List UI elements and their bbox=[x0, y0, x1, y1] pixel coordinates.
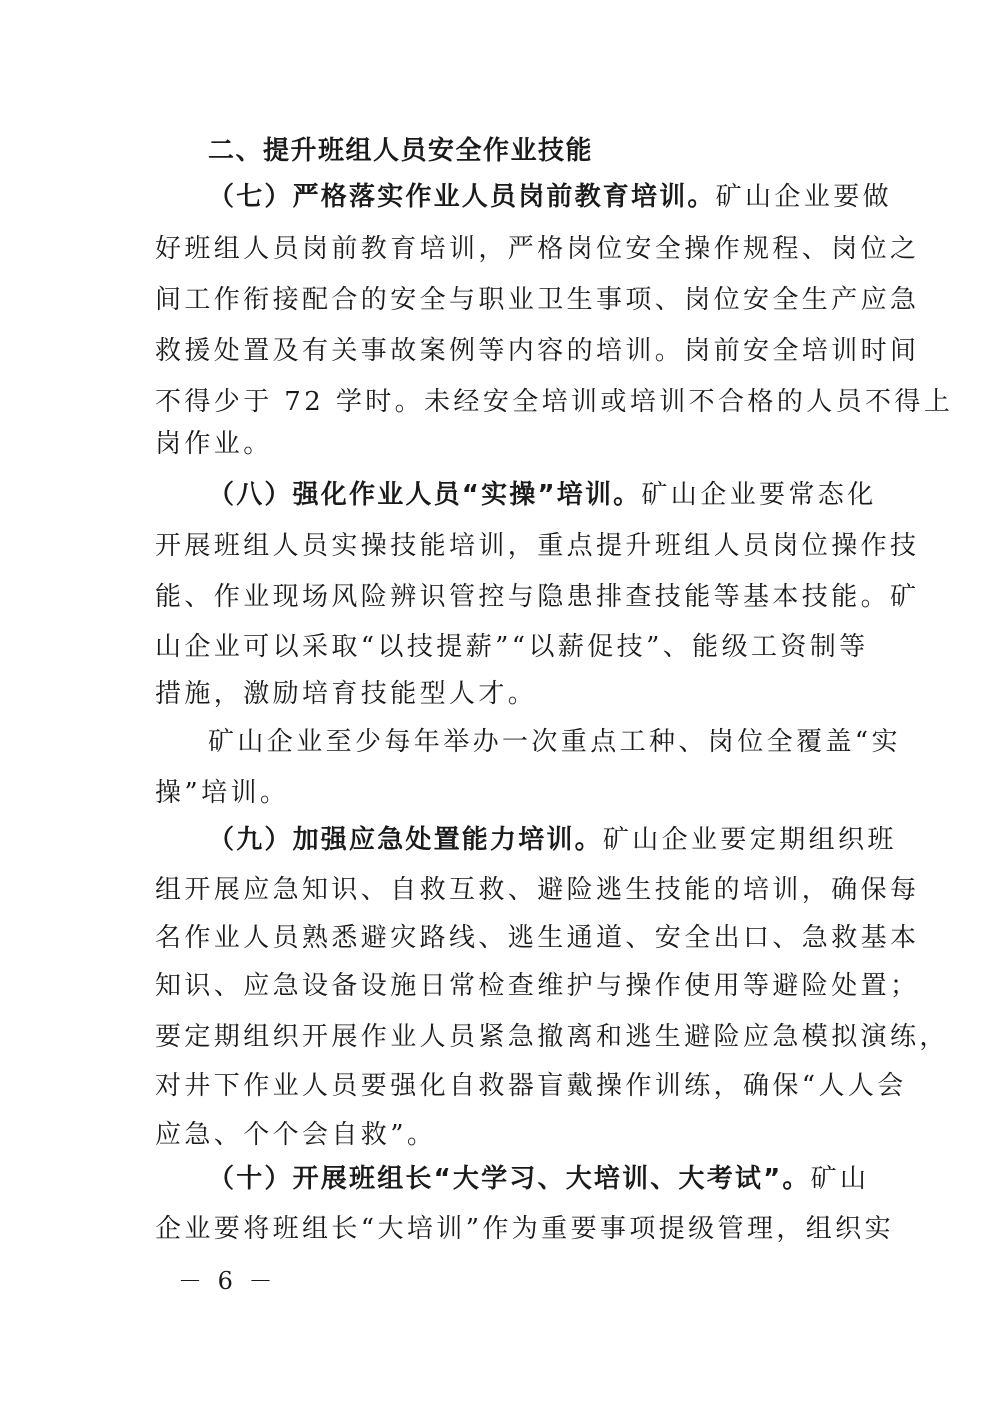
paragraph-line: 间工作衔接配合的安全与职业卫生事项、岗位安全生产应急 bbox=[155, 285, 920, 315]
item-title: （九）加强应急处置能力培训。 bbox=[208, 825, 603, 855]
item-text: 矿山企业要做 bbox=[715, 182, 893, 212]
paragraph-line: 岗作业。 bbox=[155, 429, 273, 459]
paragraph-line bbox=[208, 173, 893, 221]
paragraph-line: 不得少于 72 学时。未经安全培训或培训不合格的人员不得上 bbox=[155, 387, 954, 417]
paragraph-line: 要定期组织开展作业人员紧急撤离和逃生避险应急模拟演练， bbox=[155, 1022, 949, 1052]
paragraph-line: 组开展应急知识、自救互救、避险逃生技能的培训，确保每 bbox=[155, 875, 920, 905]
paragraph-line: 操”培训。 bbox=[155, 778, 290, 808]
item-title: （十）开展班组长“大学习、大培训、大考试”。 bbox=[208, 1164, 811, 1194]
section-heading: 二、提升班组人员安全作业技能 bbox=[208, 136, 594, 166]
paragraph-line bbox=[208, 816, 897, 864]
item-title: （八）强化作业人员“实操”培训。 bbox=[208, 480, 642, 510]
item-text: 矿山 bbox=[810, 1164, 870, 1194]
paragraph-line bbox=[208, 1155, 870, 1203]
paragraph-line: 好班组人员岗前教育培训，严格岗位安全操作规程、岗位之 bbox=[155, 234, 920, 264]
paragraph-line: 知识、应急设备设施日常检查维护与操作使用等避险处置； bbox=[155, 971, 920, 1001]
paragraph-line bbox=[208, 471, 877, 519]
page-number: － 6 － bbox=[178, 1267, 277, 1295]
item-title: （七）严格落实作业人员岗前教育培训。 bbox=[208, 182, 716, 212]
paragraph-line: 名作业人员熟悉避灾路线、逃生通道、安全出口、急救基本 bbox=[155, 923, 920, 953]
item-text: 矿山企业要常态化 bbox=[641, 480, 877, 510]
paragraph-line: 矿山企业至少每年举办一次重点工种、岗位全覆盖“实 bbox=[208, 727, 901, 757]
paragraph-line: 应急、个个会自救”。 bbox=[155, 1120, 437, 1150]
paragraph-line: 救援处置及有关事故案例等内容的培训。岗前安全培训时间 bbox=[155, 336, 920, 366]
paragraph-line: 能、作业现场风险辨识管控与隐患排查技能等基本技能。矿 bbox=[155, 582, 920, 612]
paragraph-line: 开展班组人员实操技能培训，重点提升班组人员岗位操作技 bbox=[155, 531, 920, 561]
item-text: 矿山企业要定期组织班 bbox=[602, 825, 897, 855]
paragraph-line: 对井下作业人员要强化自救器盲戴操作训练，确保“人人会 bbox=[155, 1071, 907, 1101]
paragraph-line: 山企业可以采取“以技提薪”“以薪促技”、能级工资制等 bbox=[155, 632, 869, 662]
paragraph-line: 措施，激励培育技能型人才。 bbox=[155, 679, 538, 709]
paragraph-line: 企业要将班组长“大培训”作为重要事项提级管理，组织实 bbox=[155, 1214, 894, 1244]
